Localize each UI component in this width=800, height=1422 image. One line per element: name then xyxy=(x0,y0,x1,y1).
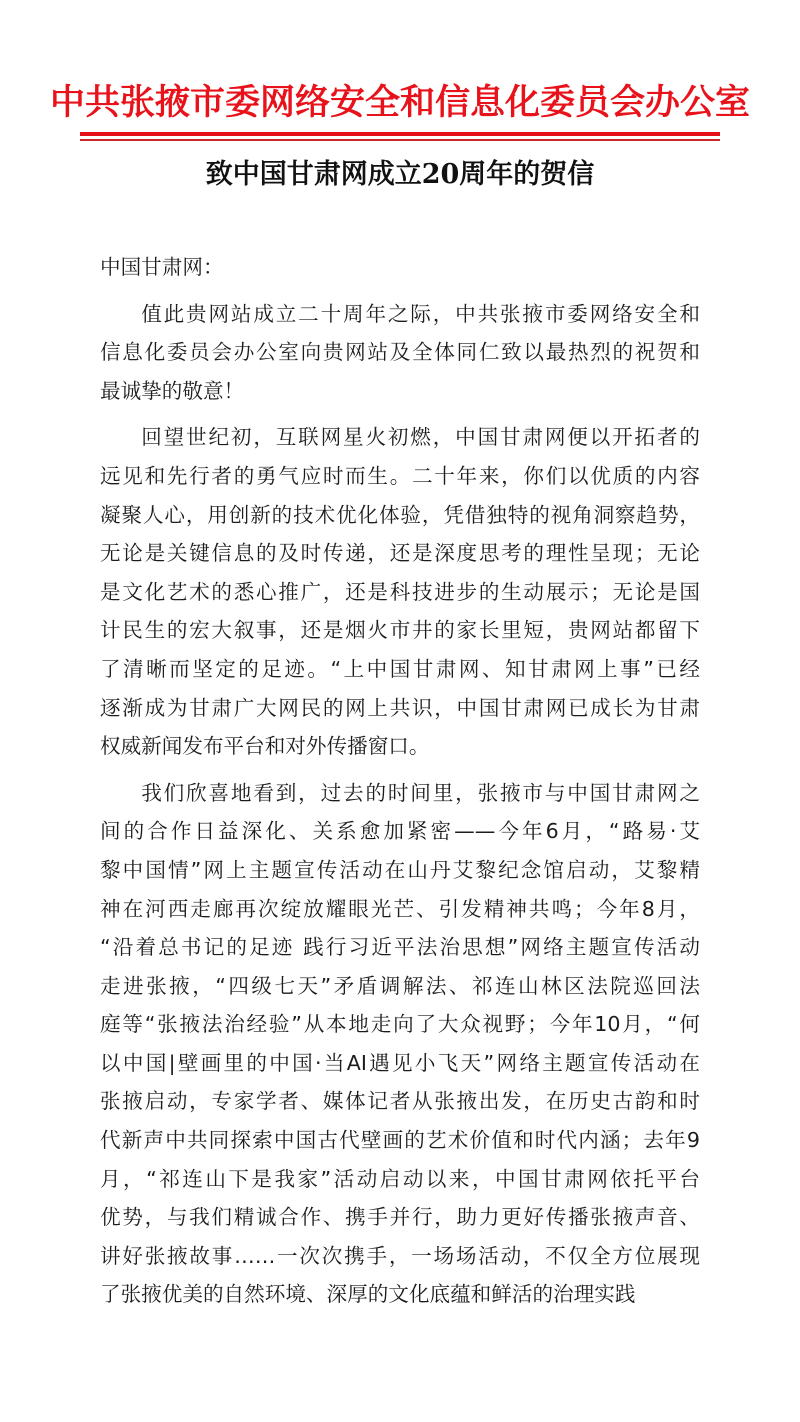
paragraph-line: 回望世纪初，互联网星火初燃，中国甘肃网便以开拓者的 xyxy=(141,425,700,450)
paragraph-line: 优势，与我们精诚合作、携手并行，助力更好传播张掖声音、 xyxy=(100,1205,700,1230)
paragraph-line: 庭等“张掖法治经验”从本地走向了大众视野；今年10月，“何 xyxy=(100,1012,700,1037)
letterhead-rule-thick xyxy=(80,132,720,136)
paragraph-line: 走进张掖，“四级七天”矛盾调解法、祁连山林区法院巡回法 xyxy=(100,973,700,998)
paragraph-line: 权威新闻发布平台和对外传播窗口。 xyxy=(100,734,430,759)
paragraph-line: 最诚挚的敬意！ xyxy=(100,378,245,403)
document-title: 致中国甘肃网成立20周年的贺信 xyxy=(205,159,595,190)
paragraph-line: 计民生的宏大叙事，还是烟火市井的家长里短，贵网站都留下 xyxy=(100,618,700,643)
paragraph-line: 远见和先行者的勇气应时而生。二十年来，你们以优质的内容 xyxy=(100,463,700,488)
paragraph-line: 以中国|壁画里的中国·当AI遇见小飞天”网络主题宣传活动在 xyxy=(100,1050,700,1075)
letter-body xyxy=(100,248,700,1322)
paragraph-line: 逐渐成为甘肃广大网民的网上共识，中国甘肃网已成长为甘肃 xyxy=(100,695,700,720)
paragraph-1 xyxy=(100,295,700,411)
paragraph-3 xyxy=(100,774,700,1314)
paragraph-line: 神在河西走廊再次绽放耀眼光芒、引发精神共鸣；今年8月， xyxy=(100,896,700,921)
paragraph-line: 代新声中共同探索中国古代壁画的艺术价值和时代内涵；去年9 xyxy=(100,1128,700,1153)
paragraph-line: “沿着总书记的足迹 践行习近平法治思想”网络主题宣传活动 xyxy=(100,935,700,960)
paragraph-2 xyxy=(100,418,700,765)
paragraph-line: 了张掖优美的自然环境、深厚的文化底蕴和鲜活的治理实践 xyxy=(100,1282,636,1307)
paragraph-line: 无论是关键信息的及时传递，还是深度思考的理性呈现；无论 xyxy=(100,541,700,566)
letterhead-organization: 中共张掖市委网络安全和信息化委员会办公室 xyxy=(49,82,750,123)
paragraph-line: 值此贵网站成立二十周年之际，中共张掖市委网络安全和 xyxy=(141,301,700,326)
paragraph-line: 月，“祁连山下是我家”活动启动以来，中国甘肃网依托平台 xyxy=(100,1166,700,1191)
paragraph-line: 讲好张掖故事……一次次携手，一场场活动，不仅全方位展现 xyxy=(100,1243,700,1268)
paragraph-line: 我们欣喜地看到，过去的时间里，张掖市与中国甘肃网之 xyxy=(141,780,700,805)
paragraph-line: 凝聚人心，用创新的技术优化体验，凭借独特的视角洞察趋势， xyxy=(100,502,700,527)
paragraph-line: 黎中国情”网上主题宣传活动在山丹艾黎纪念馆启动，艾黎精 xyxy=(100,857,700,882)
salutation: 中国甘肃网： xyxy=(100,255,224,279)
letterhead-rule-thin xyxy=(80,139,720,141)
paragraph-line: 信息化委员会办公室向贵网站及全体同仁致以最热烈的祝贺和 xyxy=(100,340,700,365)
paragraph-line: 张掖启动，专家学者、媒体记者从张掖出发，在历史古韵和时 xyxy=(100,1089,700,1114)
paragraph-line: 间的合作日益深化、关系愈加紧密——今年6月，“路易·艾 xyxy=(100,819,700,844)
paragraph-line: 是文化艺术的悉心推广，还是科技进步的生动展示；无论是国 xyxy=(100,579,700,604)
paragraph-line: 了清晰而坚定的足迹。“上中国甘肃网、知甘肃网上事”已经 xyxy=(100,656,700,681)
